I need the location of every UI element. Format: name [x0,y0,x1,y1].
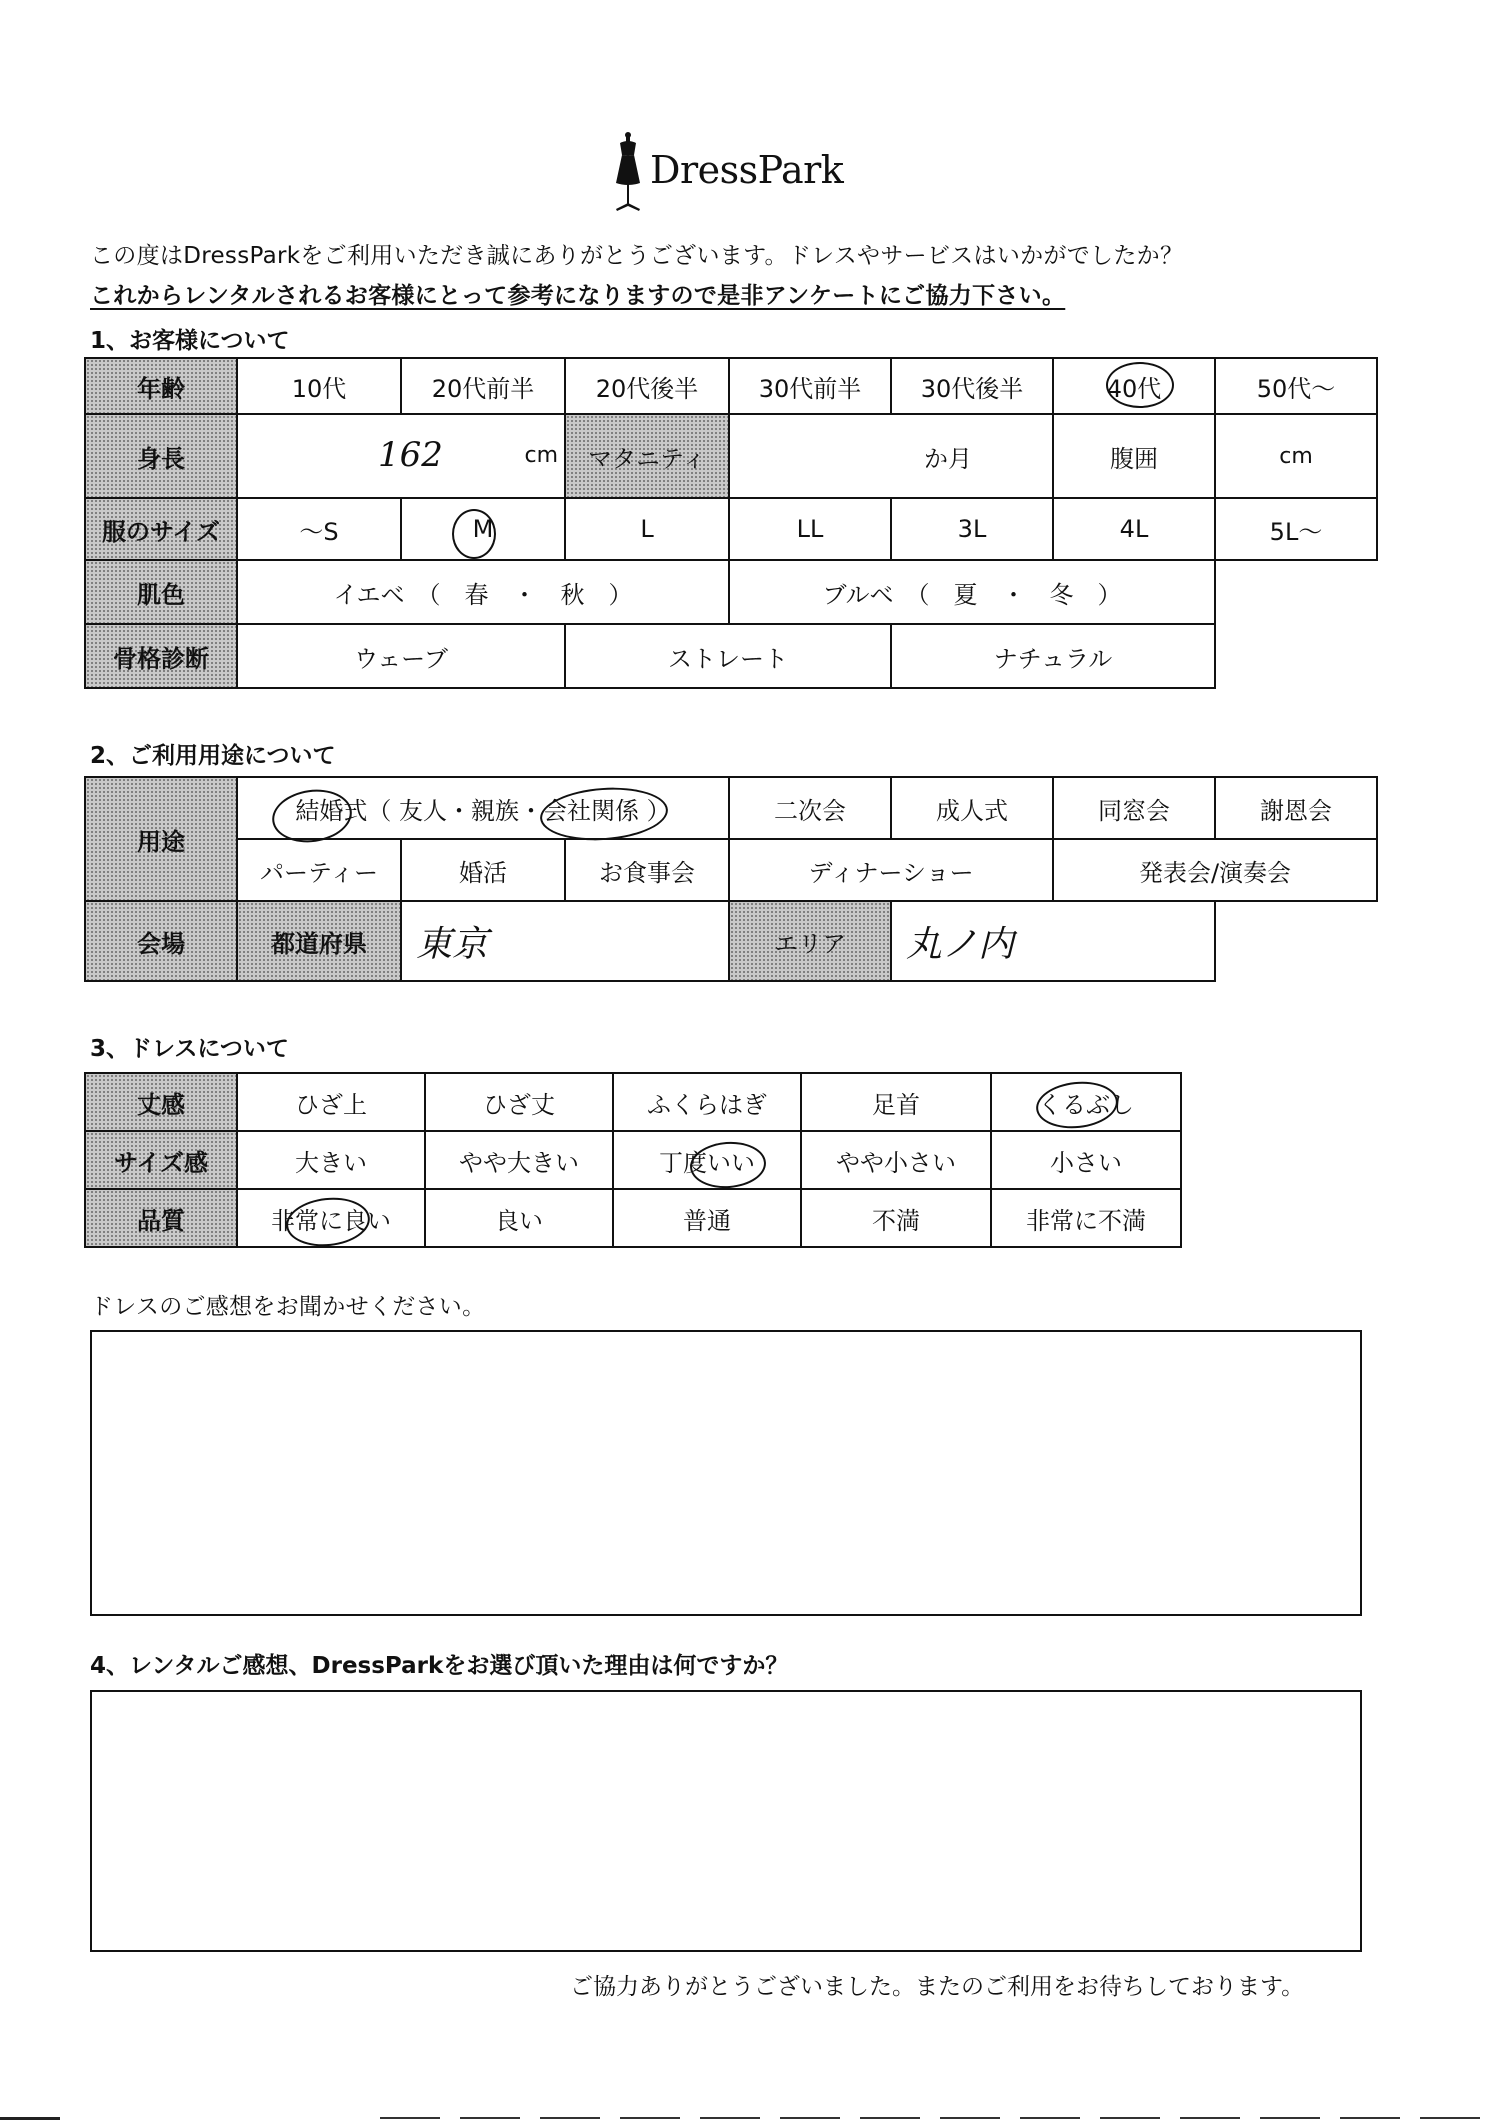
size-option-ll[interactable]: LL [729,498,891,560]
frame-option-natural[interactable]: ナチュラル [891,624,1215,688]
length-option-above-knee[interactable]: ひざ上 [237,1073,425,1131]
purpose-option-matchmaking[interactable]: 婚活 [401,839,565,901]
purpose-option-reunion[interactable]: 同窓会 [1053,777,1215,839]
fit-option-just-right[interactable]: 丁度いい [613,1131,801,1189]
age-option-early-30s[interactable]: 30代前半 [729,358,891,414]
length-option-calf[interactable]: ふくらはぎ [613,1073,801,1131]
purpose-option-recital[interactable]: 発表会/演奏会 [1053,839,1377,901]
size-option-3l[interactable]: 3L [891,498,1053,560]
length-option-anklebone[interactable]: くるぶし [991,1073,1181,1131]
area-value: 丸ノ内 [906,923,1015,965]
dress-comment-box[interactable] [90,1330,1362,1616]
fit-option-slightly-large[interactable]: やや大きい [425,1131,613,1189]
length-option-knee[interactable]: ひざ丈 [425,1073,613,1131]
dress-feedback-table [84,1072,1182,1248]
purpose-option-party[interactable]: パーティー [237,839,401,901]
purpose-option-dinner-show[interactable]: ディナーショー [729,839,1053,901]
fit-option-slightly-small[interactable]: やや小さい [801,1131,991,1189]
purpose-option-dinner[interactable]: お食事会 [565,839,729,901]
prefecture-label: 都道府県 [237,901,401,981]
age-option-10s[interactable]: 10代 [237,358,401,414]
purpose-option-coming-of-age[interactable]: 成人式 [891,777,1053,839]
customer-info-table [84,357,1378,689]
purpose-option-after-party[interactable]: 二次会 [729,777,891,839]
usage-table [84,776,1378,982]
dress-comment-prompt: ドレスのご感想をお聞かせください。 [90,1294,486,1320]
months-unit: か月 [924,444,972,473]
intro-line-1: この度はDressParkをご利用いただき誠にありがとうございます。ドレスやサービスはいかがでしたか？ [90,243,1184,269]
length-label: 丈感 [85,1073,237,1131]
purpose-label: 用途 [85,777,237,901]
scan-artifact [380,2117,1480,2119]
frame-option-straight[interactable]: ストレート [565,624,891,688]
area-label: エリア [729,901,891,981]
section-3-title: 3、ドレスについて [90,1036,289,1062]
quality-option-good[interactable]: 良い [425,1189,613,1247]
fit-option-large[interactable]: 大きい [237,1131,425,1189]
frame-option-wave[interactable]: ウェーブ [237,624,565,688]
maternity-label: マタニティ [565,414,729,498]
purpose-option-thank-you-party[interactable]: 謝恩会 [1215,777,1377,839]
venue-label: 会場 [85,901,237,981]
height-label: 身長 [85,414,237,498]
section-1-title: 1、お客様について [90,328,290,354]
quality-label: 品質 [85,1189,237,1247]
waist-field[interactable] [1215,414,1377,498]
age-option-40s[interactable]: 40代 [1053,358,1215,414]
size-option-4l[interactable]: 4L [1053,498,1215,560]
quality-option-dissatisfied[interactable]: 不満 [801,1189,991,1247]
quality-option-very-good[interactable]: 非常に良い [237,1189,425,1247]
section-2-title: 2、ご利用用途について [90,743,336,769]
age-option-late-30s[interactable]: 30代後半 [891,358,1053,414]
prefecture-value: 東京 [416,923,489,965]
size-label: 服のサイズ [85,498,237,560]
height-value: 162 [378,435,443,475]
size-option-l[interactable]: L [565,498,729,560]
rental-comment-box[interactable] [90,1690,1362,1952]
waist-unit: cm [1279,443,1313,469]
age-option-50s-plus[interactable]: 50代～ [1215,358,1377,414]
age-label: 年齢 [85,358,237,414]
intro-line-2: これからレンタルされるお客様にとって参考になりますので是非アンケートにご協力下さい。 [90,283,1066,309]
size-option-m[interactable]: M [401,498,565,560]
section-4-title: 4、レンタルご感想、DressParkをお選び頂いた理由は何ですか？ [90,1653,789,1679]
brand-logo-text: DressPark [650,148,844,192]
frame-label: 骨格診断 [85,624,237,688]
size-option-s[interactable]: ～S [237,498,401,560]
fit-label: サイズ感 [85,1131,237,1189]
quality-option-very-dissatisfied[interactable]: 非常に不満 [991,1189,1181,1247]
age-option-late-20s[interactable]: 20代後半 [565,358,729,414]
skin-option-yellow-base[interactable]: イエベ （ 春 ・ 秋 ） [237,560,729,624]
fit-option-small[interactable]: 小さい [991,1131,1181,1189]
skin-option-blue-base[interactable]: ブルベ （ 夏 ・ 冬 ） [729,560,1215,624]
height-unit: cm [524,443,558,468]
size-option-5l-plus[interactable]: 5L～ [1215,498,1377,560]
length-option-ankle[interactable]: 足首 [801,1073,991,1131]
age-option-early-20s[interactable]: 20代前半 [401,358,565,414]
quality-option-average[interactable]: 普通 [613,1189,801,1247]
height-field[interactable] [237,414,565,498]
skin-label: 肌色 [85,560,237,624]
scan-artifact [0,2117,60,2120]
waist-label: 腹囲 [1053,414,1215,498]
purpose-option-wedding[interactable]: 結婚式（ 友人・親族・会社関係 ） [237,777,729,839]
footer-thanks: ご協力ありがとうございました。またのご利用をお待ちしております。 [570,1974,1305,2000]
prefecture-field[interactable] [401,901,729,981]
maternity-months-field[interactable] [729,414,1053,498]
area-field[interactable] [891,901,1215,981]
